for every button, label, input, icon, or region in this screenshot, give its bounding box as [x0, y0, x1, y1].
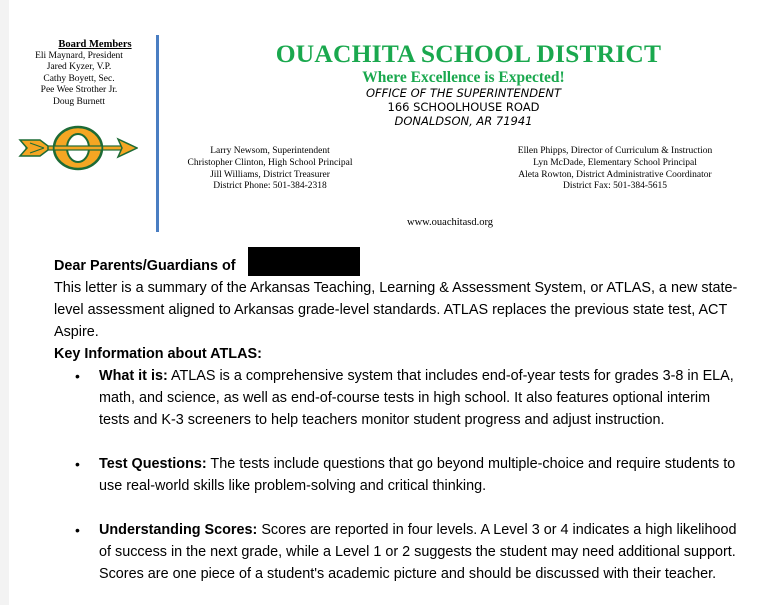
header-divider — [156, 35, 159, 232]
letter-body — [54, 255, 744, 607]
district-phone: District Phone: 501-384-2318 — [213, 181, 327, 192]
city-address: DONALDSON, AR 71941 — [394, 114, 533, 128]
board-member: Jared Kyzer, V.P. — [46, 62, 112, 73]
list-item: • What it is: ATLAS is a comprehensive system that includes end-of-year tests for grades 3-8 in ELA, math, and science, as well as end-of-course tests in high school. It also features optional interim tests and K-3 screeners to help teachers monitor student progress and adjust instruction. — [54, 365, 744, 431]
staff-line: Lyn McDade, Elementary School Principal — [533, 157, 697, 168]
website-link[interactable]: www.ouachitasd.org — [406, 217, 494, 228]
street-address: 166 SCHOOLHOUSE ROAD — [387, 100, 540, 114]
key-info-list — [54, 365, 744, 585]
staff-line: Jill Williams, District Treasurer — [210, 169, 330, 180]
arrow-through-o-logo-icon — [18, 125, 138, 171]
list-item: • Test Questions: The tests include questions that go beyond multiple-choice and require students to use real-world skills like problem-solving and critical thinking. — [54, 453, 744, 497]
board-members — [14, 39, 144, 109]
district-fax: District Fax: 501-384-5615 — [563, 181, 667, 192]
staff-line: Christopher Clinton, High School Principal — [187, 157, 353, 168]
staff-list-right — [500, 146, 730, 193]
key-info-heading: Key Information about ATLAS: — [54, 346, 262, 362]
district-name: OUACHITA SCHOOL DISTRICT — [275, 39, 662, 68]
board-members-title: Board Members — [58, 39, 132, 50]
staff-list-left — [170, 146, 370, 193]
page-gutter — [0, 0, 9, 605]
board-member: Doug Burnett — [53, 96, 105, 107]
office-title: OFFICE OF THE SUPERINTENDENT — [365, 86, 562, 100]
district-motto: Where Excellence is Expected! — [362, 69, 565, 86]
intro-paragraph: This letter is a summary of the Arkansas Teaching, Learning & Assessment System, or ATLAS, a new state-level assessment aligned to Arkansas grade-level standards. ATLAS replaces the previous state test, ACT Aspire. — [54, 280, 738, 340]
greeting: Dear Parents/Guardians of — [54, 258, 236, 274]
board-member: Pee Wee Strother Jr. — [40, 85, 118, 96]
staff-line: Larry Newsom, Superintendent — [210, 146, 330, 156]
list-item: • Understanding Scores: Scores are reported in four levels. A Level 3 or 4 indicates a high likelihood of success in the next grade, while a Level 1 or 2 suggests the student may need additional support. Scores are one piece of a student's academic picture and should be discussed with their teacher. — [54, 519, 744, 585]
staff-line: Ellen Phipps, Director of Curriculum & Instruction — [517, 146, 713, 156]
board-member: Eli Maynard, President — [35, 50, 123, 61]
board-member: Cathy Boyett, Sec. — [43, 73, 115, 84]
letterhead — [160, 39, 757, 128]
staff-line: Aleta Rowton, District Administrative Coordinator — [518, 169, 712, 180]
